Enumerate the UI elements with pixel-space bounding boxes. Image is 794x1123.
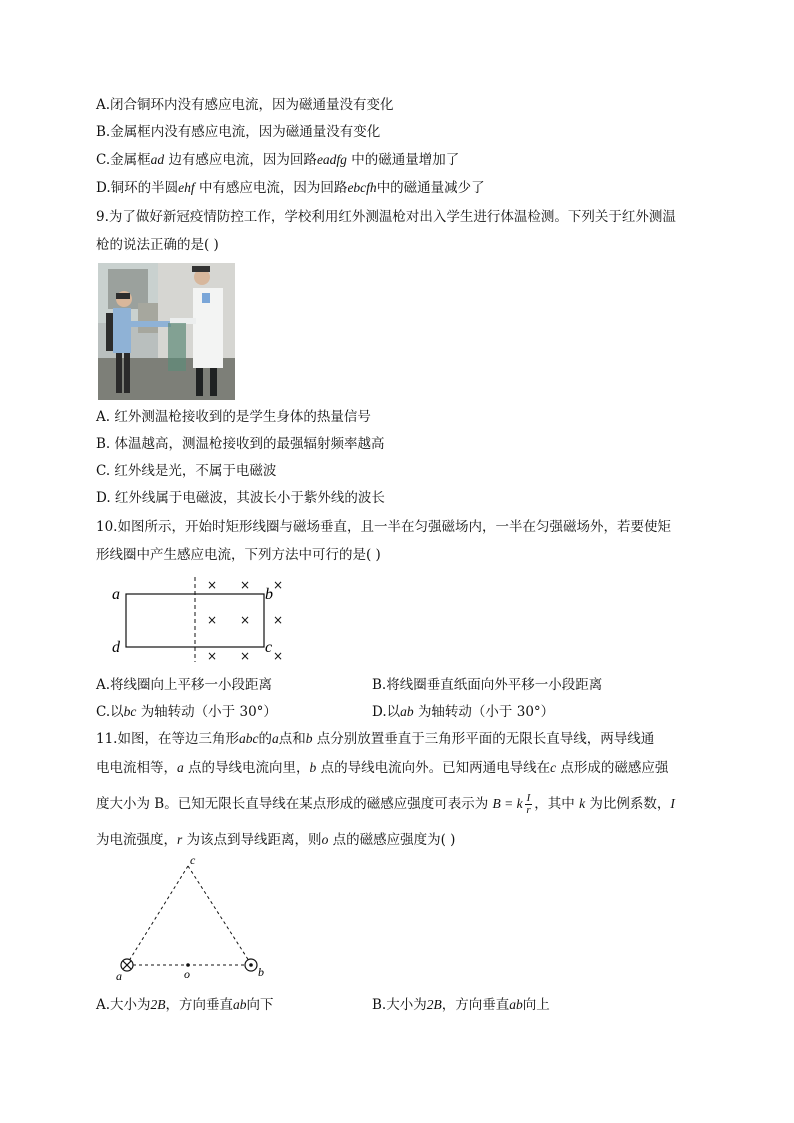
q9-option-d: D. 红外线属于电磁波，其波长小于紫外线的波长	[96, 490, 385, 506]
field-cross: ×	[240, 649, 251, 663]
q10-stem-line-2: 形线圈中产生感应电流，下列方法中可行的是( )	[96, 547, 381, 563]
q11-label-c: c	[190, 853, 196, 867]
field-cross: ×	[240, 578, 251, 592]
q10-option-b: B.将线圈垂直纸面向外平移一小段距离	[372, 677, 603, 693]
q9-option-c: C. 红外线是光，不属于电磁波	[96, 463, 277, 479]
temperature-check-photo	[98, 263, 235, 400]
q10-label-b: b	[265, 586, 273, 603]
q9-option-b: B. 体温越高，测温枪接收到的最强辐射频率越高	[96, 436, 385, 452]
q8-option-a: A.闭合铜环内没有感应电流，因为磁通量没有变化	[96, 97, 394, 113]
q10-label-c: c	[265, 639, 273, 656]
q11-stem-line-1: 11.如图，在等边三角形abc的a点和b 点分别放置垂直于三角形平面的无限长直导线，两导线通	[96, 731, 655, 747]
q11-label-a: a	[116, 969, 122, 983]
q11-label-b: b	[258, 965, 264, 979]
q11-option-b: B.大小为2B，方向垂直ab向上	[372, 997, 550, 1013]
field-cross: ×	[207, 649, 218, 663]
q10-option-c: C.以bc 为轴转动（小于 30°）	[96, 704, 277, 720]
q10-label-a: a	[112, 586, 120, 603]
q11-stem-line-3: 度大小为 B。已知无限长直导线在某点形成的磁感应强度可表示为 B = k $\frac{I}{r}$ ，其中 k 为比例系数，I	[96, 792, 675, 816]
q11-stem-line-4: 为电流强度，r 为该点到导线距离，则o 点的磁感应强度为( )	[96, 832, 456, 848]
field-cross: ×	[273, 578, 284, 592]
q9-stem-line-1: 9.为了做好新冠疫情防控工作，学校利用红外测温枪对出入学生进行体温检测。下列关于红外测温	[96, 209, 676, 225]
q9-option-a: A. 红外测温枪接收到的是学生身体的热量信号	[96, 409, 371, 425]
q11-triangle-diagram	[110, 852, 275, 984]
formula-fraction: $\frac{I}{r}$	[526, 792, 531, 816]
q10-coil-diagram	[100, 572, 300, 667]
formula-lhs: B = k	[492, 796, 523, 811]
q9-stem-line-2: 枪的说法正确的是( )	[96, 237, 219, 253]
q11-option-a: A.大小为2B，方向垂直ab向下	[96, 997, 274, 1013]
q8-option-d: D.铜环的半圆ehf 中有感应电流，因为回路ebcfh中的磁通量减少了	[96, 180, 485, 196]
q10-option-d: D.以ab 为轴转动（小于 30°）	[372, 704, 555, 720]
field-cross: ×	[273, 613, 284, 627]
field-cross: ×	[273, 649, 284, 663]
q10-option-a: A.将线圈向上平移一小段距离	[96, 677, 273, 693]
q10-label-d: d	[112, 639, 120, 656]
field-cross: ×	[207, 613, 218, 627]
field-cross: ×	[207, 578, 218, 592]
q8-option-b: B.金属框内没有感应电流，因为磁通量没有变化	[96, 124, 381, 140]
q11-stem-line-2: 电电流相等，a 点的导线电流向里，b 点的导线电流向外。已知两通电导线在c 点形成的磁感应强	[96, 760, 669, 776]
q11-label-o: o	[184, 967, 190, 981]
q10-stem-line-1: 10.如图所示，开始时矩形线圈与磁场垂直，且一半在匀强磁场内，一半在匀强磁场外，若要使矩	[96, 519, 671, 535]
q8-option-c: C.金属框ad 边有感应电流，因为回路eadfg 中的磁通量增加了	[96, 152, 460, 168]
field-cross: ×	[240, 613, 251, 627]
